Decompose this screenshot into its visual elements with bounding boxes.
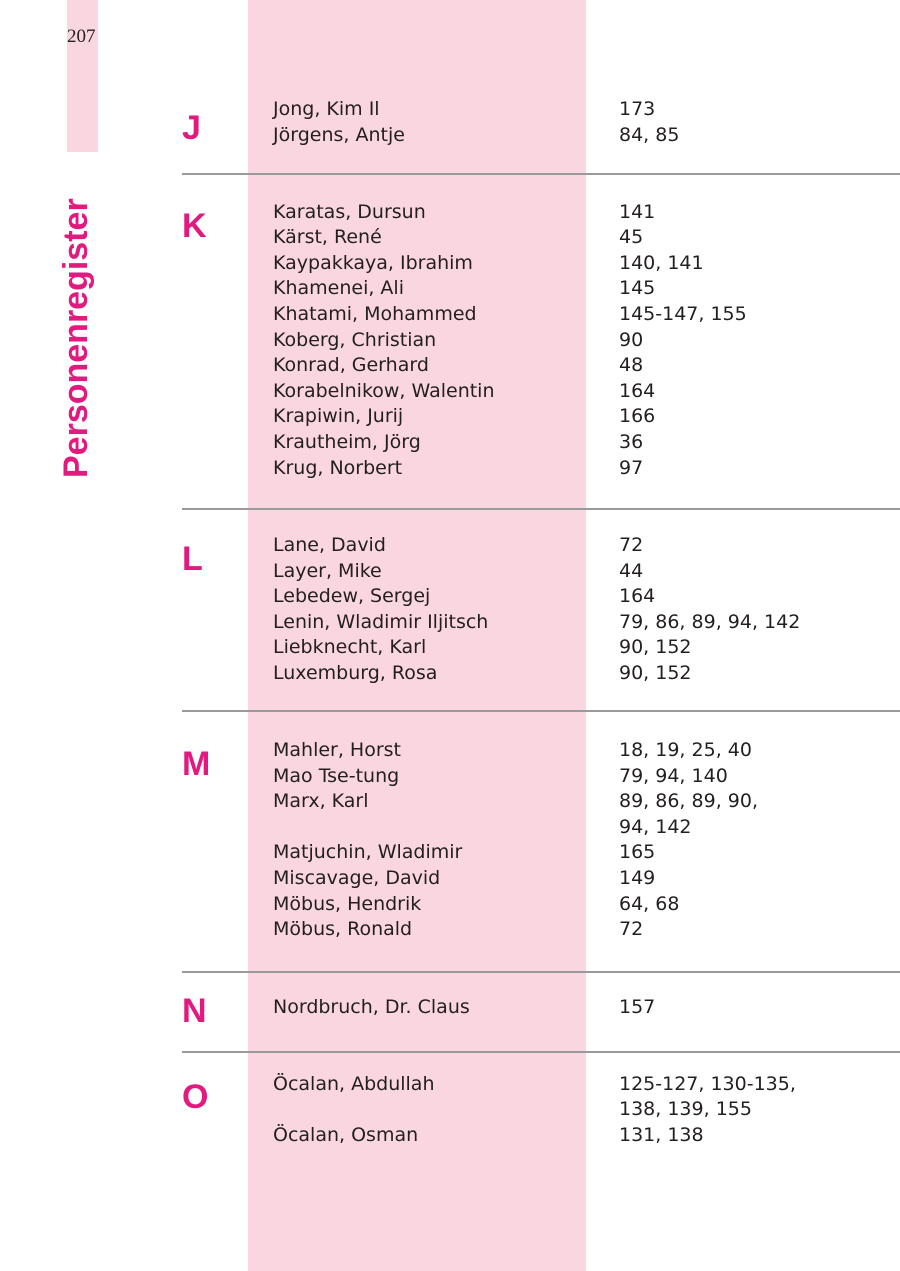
entry-name: Kärst, René (273, 226, 382, 249)
entry-name: Mahler, Horst (273, 739, 402, 761)
entry-name: Krautheim, Jörg (273, 430, 421, 453)
entry-pages: 18, 19, 25, 40 (619, 739, 752, 761)
entry-pages-continued: 94, 142 (619, 815, 692, 838)
entry-pages: 45 (619, 226, 644, 249)
entry-pages: 164 (619, 585, 656, 608)
index-entry-continuation (0, 1097, 900, 1123)
index-entry (0, 456, 900, 482)
entry-pages: 164 (619, 379, 656, 402)
entry-name: Karatas, Dursun (273, 200, 426, 223)
section-letter: L (182, 540, 203, 578)
section-divider (182, 1051, 900, 1053)
entry-name: Liebknecht, Karl (273, 636, 427, 659)
entry-name: Möbus, Ronald (273, 918, 413, 941)
entry-pages: 90 (619, 328, 644, 351)
entry-name: Korabelnikow, Walentin (273, 379, 495, 402)
entry-name: Koberg, Christian (273, 328, 437, 351)
entry-pages: 48 (619, 354, 644, 377)
entry-pages-continued: 138, 139, 155 (619, 1098, 752, 1121)
entry-name: Öcalan, Osman (273, 1123, 419, 1146)
entry-name: Layer, Mike (273, 559, 382, 582)
section-letter: J (182, 109, 201, 147)
entry-name: Khamenei, Ali (273, 277, 404, 300)
index-entry (0, 764, 900, 790)
entry-name: Lebedew, Sergej (273, 585, 431, 608)
index-entry (0, 866, 900, 892)
entry-pages: 79, 86, 89, 94, 142 (619, 610, 801, 633)
entry-pages: 84, 85 (619, 123, 680, 146)
entry-name: Lenin, Wladimir Iljitsch (273, 610, 489, 633)
index-entry (0, 610, 900, 636)
section-letter: O (182, 1078, 209, 1116)
entry-pages: 90, 152 (619, 636, 692, 659)
section-letter: K (182, 207, 207, 245)
entry-pages: 173 (619, 98, 656, 120)
section-divider (182, 710, 900, 712)
entry-name: Jong, Kim Il (273, 98, 380, 120)
entry-pages: 64, 68 (619, 892, 680, 915)
index-entry (0, 200, 900, 226)
entry-pages: 72 (619, 534, 644, 556)
entry-pages: 125-127, 130-135, (619, 1072, 796, 1095)
index-entry (0, 225, 900, 251)
entry-pages: 149 (619, 867, 656, 889)
entry-pages: 72 (619, 918, 644, 941)
entry-name: Krug, Norbert (273, 456, 403, 479)
entry-pages: 145-147, 155 (619, 302, 747, 325)
section-letter: M (182, 745, 211, 783)
entry-pages: 145 (619, 277, 656, 300)
index-entry (0, 533, 900, 559)
index-entry-continuation (0, 815, 900, 841)
entry-pages: 44 (619, 559, 644, 582)
index-entry (0, 738, 900, 764)
entry-pages: 157 (619, 996, 656, 1018)
entry-pages: 90, 152 (619, 662, 692, 684)
index-entry (0, 276, 900, 302)
entry-pages: 166 (619, 405, 656, 428)
entry-name: Möbus, Hendrik (273, 892, 422, 915)
index-entry (0, 892, 900, 918)
index-entry (0, 123, 900, 149)
section-title: Personenregister (57, 198, 95, 478)
index-entry (0, 789, 900, 815)
index-entry (0, 1072, 900, 1098)
page-number: 207 (67, 26, 96, 47)
entry-name: Luxemburg, Rosa (273, 662, 438, 684)
entry-pages: 140, 141 (619, 251, 704, 274)
index-entry (0, 251, 900, 277)
index-entry (0, 635, 900, 661)
entry-pages: 97 (619, 456, 644, 479)
entry-name: Marx, Karl (273, 790, 369, 813)
entry-name: Kaypakkaya, Ibrahim (273, 251, 473, 274)
entry-name: Miscavage, David (273, 867, 441, 889)
section-divider (182, 971, 900, 973)
entry-name: Mao Tse-tung (273, 764, 400, 787)
entry-name: Öcalan, Abdullah (273, 1072, 435, 1095)
index-entry (0, 559, 900, 585)
entry-name: Lane, David (273, 534, 386, 556)
index-entry (0, 97, 900, 123)
entry-name: Konrad, Gerhard (273, 354, 429, 377)
index-entry (0, 840, 900, 866)
entry-name: Nordbruch, Dr. Claus (273, 996, 470, 1018)
entry-pages: 131, 138 (619, 1123, 704, 1146)
index-entry (0, 328, 900, 354)
index-entry (0, 917, 900, 943)
section-divider (182, 508, 900, 510)
section-letter: N (182, 992, 207, 1030)
index-entry (0, 302, 900, 328)
section-divider (182, 173, 900, 175)
index-entry (0, 661, 900, 687)
entry-pages: 36 (619, 430, 644, 453)
index-entry (0, 404, 900, 430)
entry-name: Matjuchin, Wladimir (273, 841, 463, 864)
index-entry (0, 353, 900, 379)
entry-name: Krapiwin, Jurij (273, 405, 404, 428)
index-entry (0, 584, 900, 610)
index-entry (0, 995, 900, 1021)
index-entry (0, 379, 900, 405)
index-entry (0, 1123, 900, 1149)
entry-name: Jörgens, Antje (273, 123, 405, 146)
entry-pages: 141 (619, 200, 656, 223)
index-entry (0, 430, 900, 456)
entry-pages: 165 (619, 841, 656, 864)
entry-pages: 79, 94, 140 (619, 764, 728, 787)
entry-name: Khatami, Mohammed (273, 302, 477, 325)
entry-pages: 89, 86, 89, 90, (619, 790, 758, 813)
